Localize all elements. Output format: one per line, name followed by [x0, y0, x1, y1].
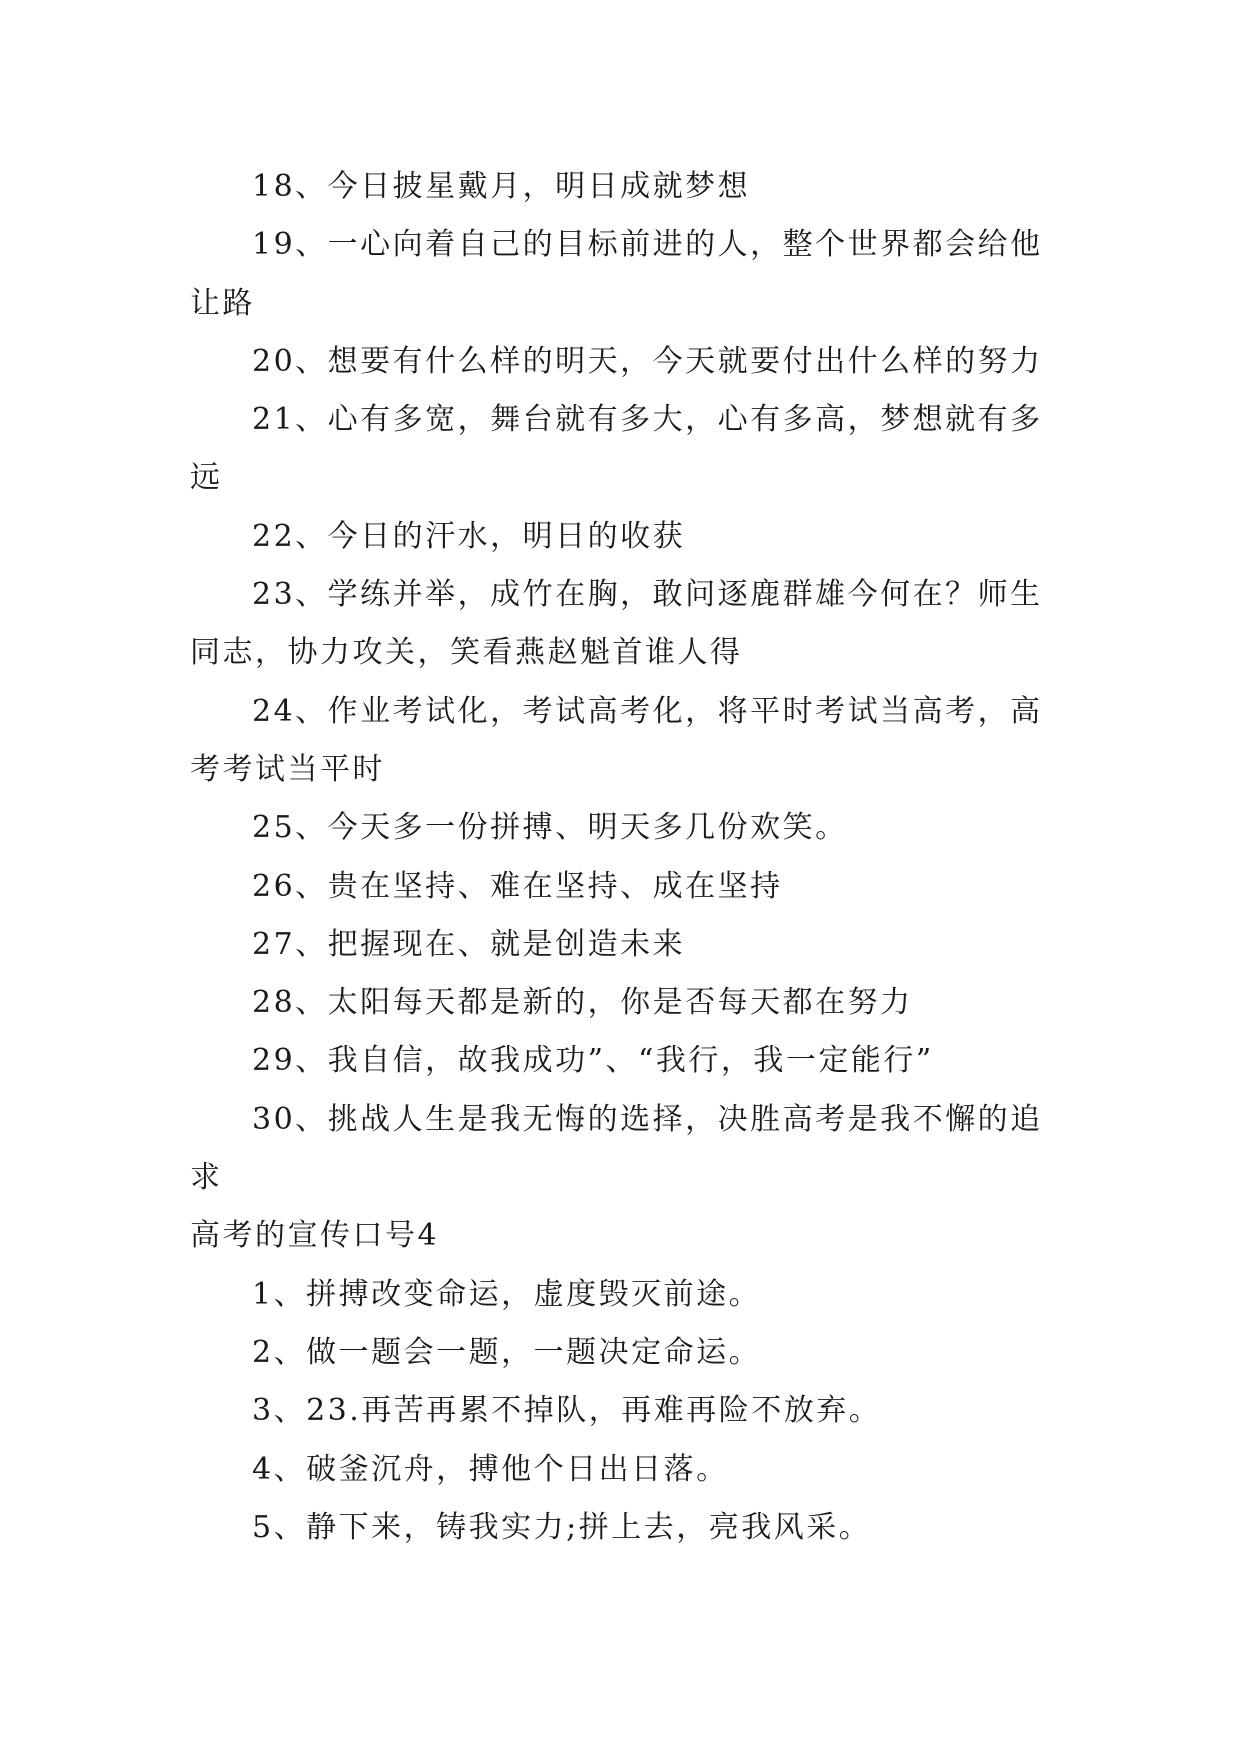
list-item: 1、拼搏改变命运，虚度毁灭前途。 [252, 1276, 762, 1312]
list-item: 29、我自信，故我成功”、“我行，我一定能行” [252, 1043, 934, 1079]
list-item: 4、破釜沉舟，搏他个日出日落。 [252, 1451, 729, 1487]
list-item: 27、把握现在、就是创造未来 [252, 926, 686, 962]
list-item: 18、今日披星戴月，明日成就梦想 [252, 169, 751, 204]
list-item: 26、贵在坚持、难在坚持、成在坚持 [252, 868, 783, 904]
list-item: 28、太阳每天都是新的，你是否每天都在努力 [252, 985, 913, 1021]
document-page [190, 158, 1056, 1557]
list-item: 25、今天多一份拼搏、明天多几份欢笑。 [252, 810, 848, 846]
list-item: 19、一心向着自己的目标前进的人，整个世界都会给他让路 [190, 227, 1043, 321]
list-item: 20、想要有什么样的明天，今天就要付出什么样的努力 [252, 343, 1043, 379]
list-item: 5、静下来，铸我实力;拼上去，亮我风采。 [252, 1509, 872, 1545]
list-item: 24、作业考试化，考试高考化，将平时考试当高考，高考考试当平时 [190, 693, 1043, 787]
list-item: 21、心有多宽，舞台就有多大，心有多高，梦想就有多远 [190, 402, 1043, 496]
list-item: 2、做一题会一题，一题决定命运。 [252, 1334, 762, 1370]
list-item: 22、今日的汗水，明日的收获 [252, 518, 686, 554]
list-item: 3、23.再苦再累不掉队，再难再险不放弃。 [252, 1393, 882, 1429]
section-heading: 高考的宣传口号4 [190, 1218, 440, 1254]
list-item: 30、挑战人生是我无悔的选择，决胜高考是我不懈的追求 [190, 1101, 1043, 1196]
list-item: 23、学练并举，成竹在胸，敢问逐鹿群雄今何在？师生同志，协力攻关，笑看燕赵魁首谁人得 [190, 577, 1043, 671]
